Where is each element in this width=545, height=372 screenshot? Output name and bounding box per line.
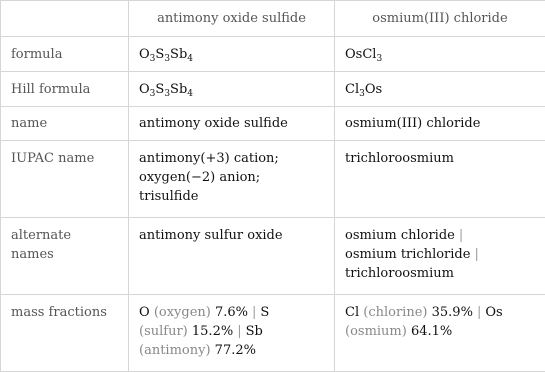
element-name: (chlorine)	[363, 305, 427, 320]
formula-subscript: 3	[164, 89, 170, 99]
mass-percent: 77.2%	[215, 343, 256, 358]
alternate-names-antimony-oxide-sulfide: antimony sulfur oxide	[129, 218, 335, 295]
formula-element: Sb	[170, 47, 187, 62]
alternate-name: osmium chloride	[345, 228, 455, 243]
formula-element: Os	[365, 82, 382, 97]
element-name: (sulfur)	[139, 324, 188, 339]
mass-percent: 15.2%	[192, 324, 233, 339]
formula-element: O	[139, 82, 150, 97]
formula-subscript: 4	[187, 54, 193, 64]
row-alternate-names	[1, 218, 545, 295]
formula-osmium-chloride	[335, 37, 545, 72]
formula-subscript: 3	[150, 89, 156, 99]
mass-percent: 64.1%	[411, 324, 452, 339]
header-empty-cell	[1, 1, 129, 37]
iupac-line: trisulfide	[139, 187, 324, 206]
mass-fractions-osmium-chloride	[335, 295, 545, 372]
row-mass-fractions	[1, 295, 545, 372]
row-label-mass-fractions: mass fractions	[1, 295, 129, 372]
name-antimony-oxide-sulfide: antimony oxide sulfide	[129, 107, 335, 141]
formula-subscript: 3	[150, 54, 156, 64]
alternate-name: osmium trichloride	[345, 247, 470, 262]
formula-subscript: 3	[359, 89, 365, 99]
column-header-osmium-chloride: osmium(III) chloride	[335, 1, 545, 37]
iupac-name-osmium-chloride: trichloroosmium	[335, 141, 545, 218]
mass-percent: 35.9%	[432, 305, 473, 320]
separator: |	[233, 324, 245, 339]
column-header-antimony-oxide-sulfide: antimony oxide sulfide	[129, 1, 335, 37]
formula-subscript: 4	[187, 89, 193, 99]
element-symbol: Sb	[246, 324, 263, 339]
name-osmium-chloride: osmium(III) chloride	[335, 107, 545, 141]
header-row	[1, 1, 545, 37]
row-label-formula: formula	[1, 37, 129, 72]
mass-percent: 7.6%	[215, 305, 248, 320]
row-label-alternate-names: alternate names	[1, 218, 129, 295]
formula-element: O	[139, 47, 150, 62]
hill-formula-antimony-oxide-sulfide	[129, 72, 335, 107]
formula-subscript: 3	[376, 54, 382, 64]
row-hill-formula	[1, 72, 545, 107]
iupac-name-antimony-oxide-sulfide	[129, 141, 335, 218]
formula-element: S	[155, 47, 164, 62]
formula-element: S	[155, 82, 164, 97]
element-symbol: Os	[485, 305, 502, 320]
element-symbol: Cl	[345, 305, 359, 320]
row-label-iupac-name: IUPAC name	[1, 141, 129, 218]
separator: |	[455, 228, 467, 243]
element-symbol: O	[139, 305, 150, 320]
alternate-names-osmium-chloride	[335, 218, 545, 295]
element-name: (antimony)	[139, 343, 211, 358]
iupac-line: antimony(+3) cation;	[139, 149, 324, 168]
element-symbol: S	[260, 305, 269, 320]
formula-antimony-oxide-sulfide	[129, 37, 335, 72]
row-iupac-name	[1, 141, 545, 218]
row-formula	[1, 37, 545, 72]
alternate-name: trichloroosmium	[345, 266, 454, 281]
mass-fractions-antimony-oxide-sulfide	[129, 295, 335, 372]
element-name: (oxygen)	[154, 305, 211, 320]
formula-element: Cl	[345, 82, 359, 97]
hill-formula-osmium-chloride	[335, 72, 545, 107]
formula-element: Sb	[170, 82, 187, 97]
iupac-line: oxygen(−2) anion;	[139, 168, 324, 187]
element-name: (osmium)	[345, 324, 407, 339]
separator: |	[470, 247, 482, 262]
formula-element: OsCl	[345, 47, 376, 62]
row-name	[1, 107, 545, 141]
formula-subscript: 3	[164, 54, 170, 64]
separator: |	[248, 305, 260, 320]
row-label-hill-formula: Hill formula	[1, 72, 129, 107]
row-label-name: name	[1, 107, 129, 141]
separator: |	[473, 305, 485, 320]
